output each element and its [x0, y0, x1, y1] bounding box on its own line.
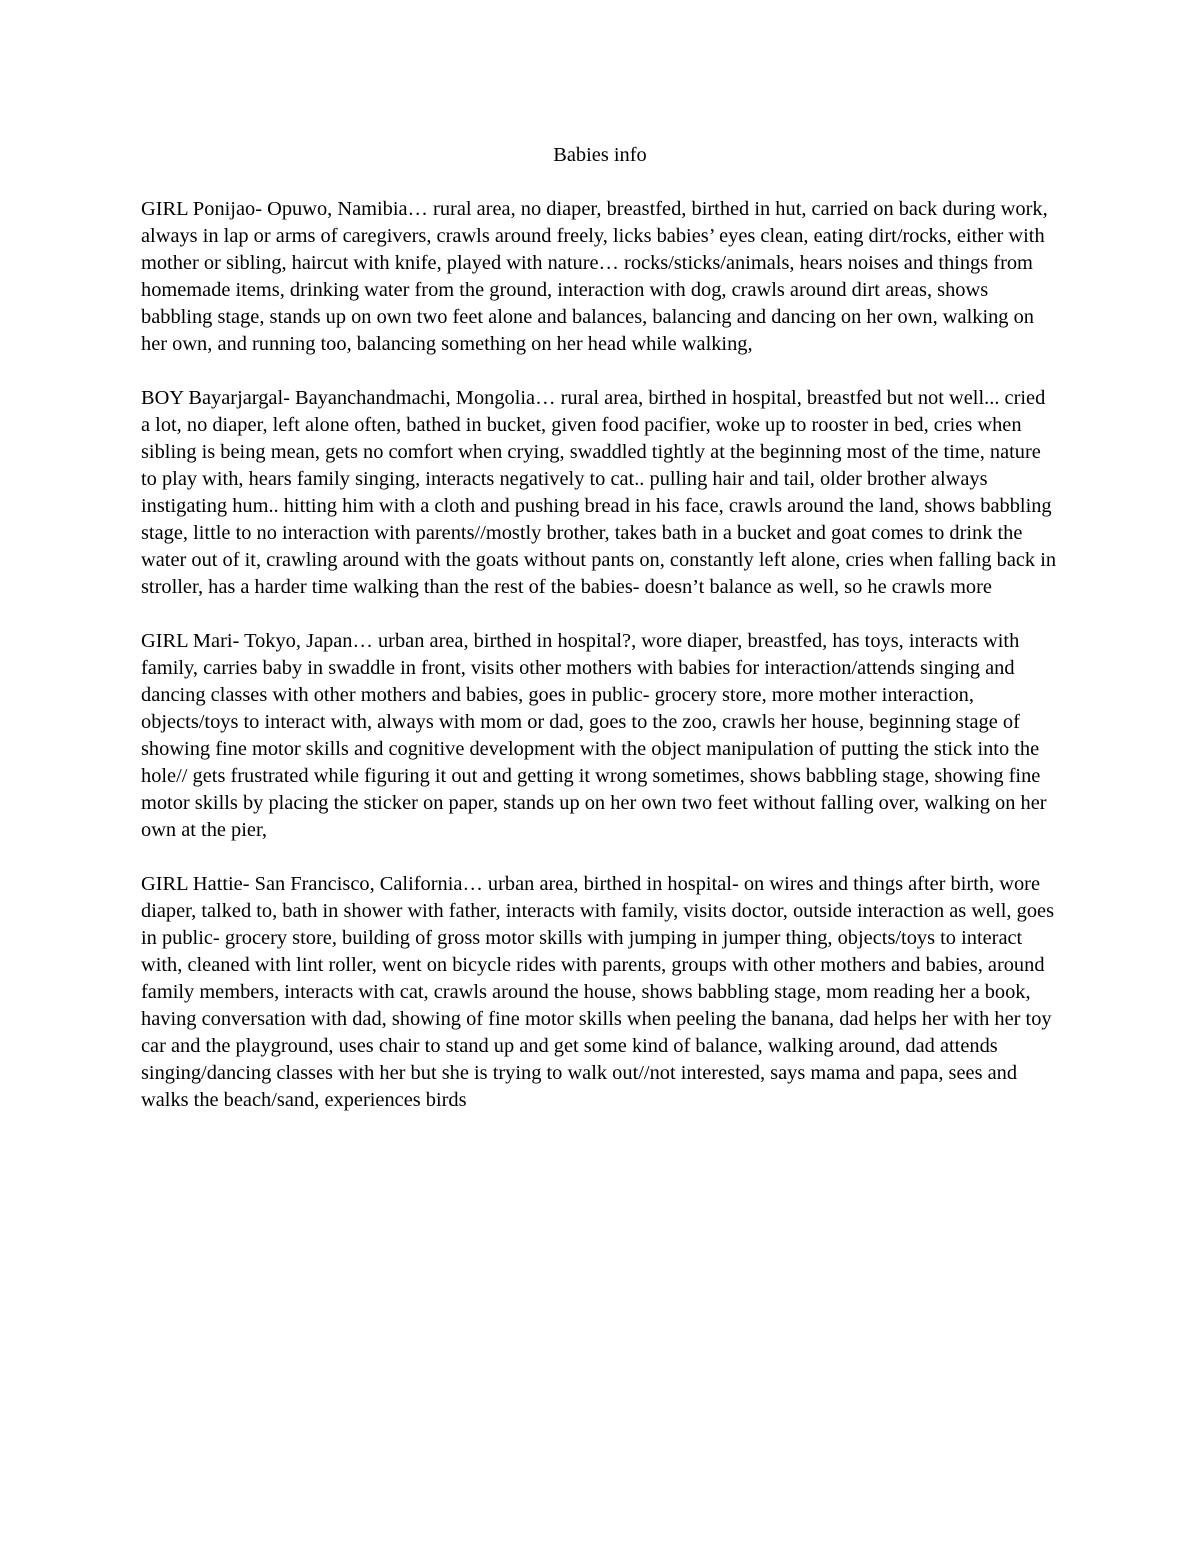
paragraph-ponijao: GIRL Ponijao- Opuwo, Namibia… rural area, no diaper, breastfed, birthed in hut, carried on back during work, always in lap or arms of caregivers, crawls around freely, licks babies’ eyes clean, eating dirt/rocks, either with mother or sibling, haircut with knife, played with nature… rocks/sticks/animals, hears noises and things from homemade items, drinking water from the ground, interaction with dog, crawls around dirt areas, shows babbling stage, stands up on own two feet alone and balances, balancing and dancing on her own, walking on her own, and running too, balancing something on her head while walking,: [141, 198, 1048, 355]
paragraph-bayarjargal: BOY Bayarjargal- Bayanchandmachi, Mongolia… rural area, birthed in hospital, breastfed but not well... cried a lot, no diaper, left alone often, bathed in bucket, given food pacifier, woke up to rooster in bed, cries when sibling is being mean, gets no comfort when crying, swaddled tightly at the beginning most of the time, nature to play with, hears family singing, interacts negatively to cat.. pulling hair and tail, older brother always instigating hum.. hitting him with a cloth and pushing bread in his face, crawls around the land, shows babbling stage, little to no interaction with parents//mostly brother, takes bath in a bucket and goat comes to drink the water out of it, crawling around with the goats without pants on, constantly left alone, cries when falling back in stroller, has a harder time walking than the rest of the babies- doesn’t balance as well, so he crawls more: [141, 387, 1057, 598]
document-title: Babies info: [553, 144, 647, 166]
paragraph-hattie: GIRL Hattie- San Francisco, California… urban area, birthed in hospital- on wires and things after birth, wore diaper, talked to, bath in shower with father, interacts with family, visits doctor, outside interaction as well, goes in public- grocery store, building of gross motor skills with jumping in jumper thing, objects/toys to interact with, cleaned with lint roller, went on bicycle rides with parents, groups with other mothers and babies, around family members, interacts with cat, crawls around the house, shows babbling stage, mom reading her a book, having conversation with dad, showing of fine motor skills when peeling the banana, dad helps her with her toy car and the playground, uses chair to stand up and get some kind of balance, walking around, dad attends singing/dancing classes with her but she is trying to walk out//not interested, says mama and papa, sees and walks the beach/sand, experiences birds: [141, 873, 1055, 1111]
document-body: [141, 142, 1059, 1114]
paragraph-mari: GIRL Mari- Tokyo, Japan… urban area, birthed in hospital?, wore diaper, breastfed, has toys, interacts with family, carries baby in swaddle in front, visits other mothers with babies for interaction/attends singing and dancing classes with other mothers and babies, goes in public- grocery store, more mother interaction, objects/toys to interact with, always with mom or dad, goes to the zoo, crawls her house, beginning stage of showing fine motor skills and cognitive development with the object manipulation of putting the stick into the hole// gets frustrated while figuring it out and getting it wrong sometimes, shows babbling stage, showing fine motor skills by placing the sticker on paper, stands up on her own two feet without falling over, walking on her own at the pier,: [141, 630, 1047, 841]
